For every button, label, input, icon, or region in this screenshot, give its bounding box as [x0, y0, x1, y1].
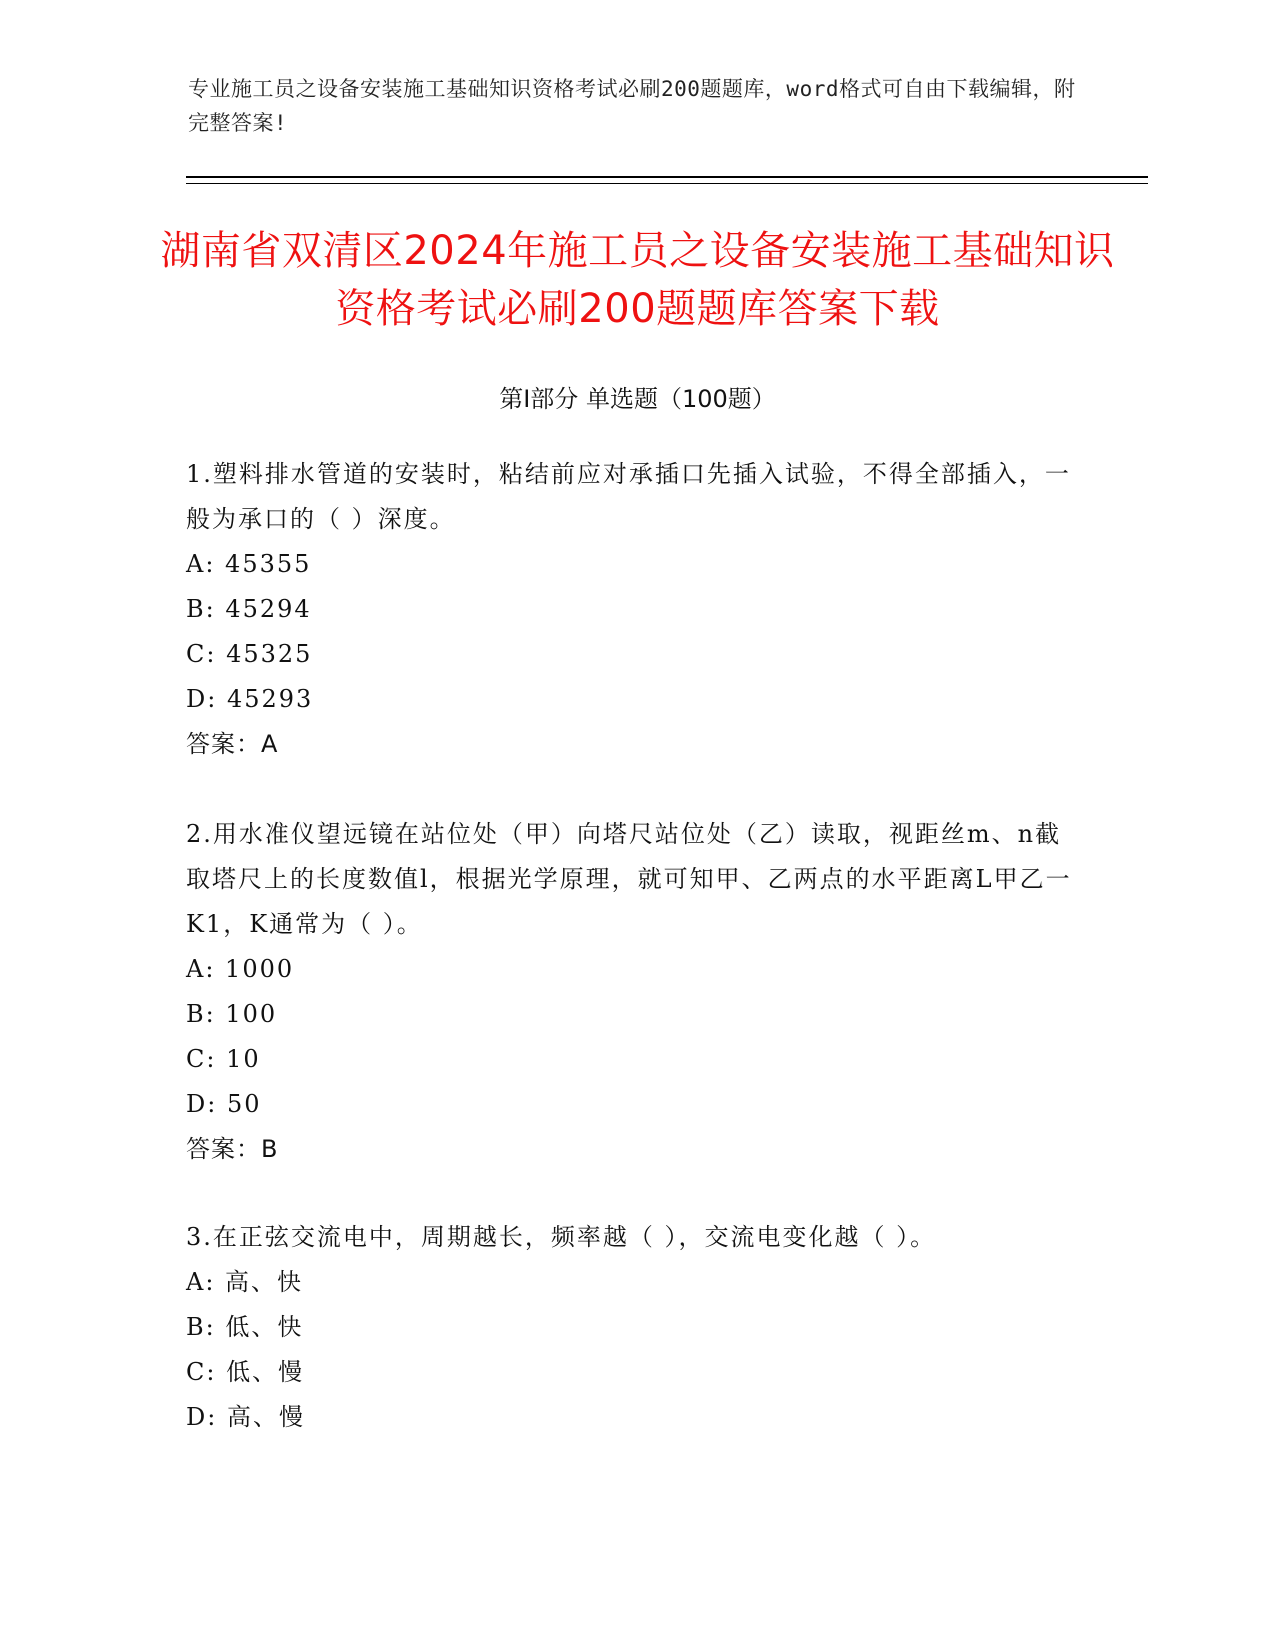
question-2-answer: 答案：B: [186, 1135, 279, 1163]
question-2-option-a: A: 1000: [186, 955, 295, 983]
question-1-answer: 答案：A: [186, 730, 279, 758]
document-title: 湖南省双清区2024年施工员之设备安装施工基础知识资格考试必刷200题题库答案下载: [160, 228, 1115, 332]
question-1-option-d: D: 45293: [186, 685, 314, 713]
question-1-option-a: A: 45355: [186, 550, 312, 578]
question-1: [186, 452, 1086, 767]
question-3-option-b: B: 低、快: [186, 1313, 304, 1341]
header-divider-thick: [186, 176, 1148, 178]
question-2-stem: 2.用水准仪望远镜在站位处（甲）向塔尺站位处（乙）读取，视距丝m、n截取塔尺上的长度数值l，根据光学原理，就可知甲、乙两点的水平距离L甲乙一K1，K通常为（ ）。: [186, 820, 1072, 938]
question-2-option-d: D: 50: [186, 1090, 262, 1118]
question-3-option-a: A: 高、快: [186, 1268, 304, 1296]
question-2-option-c: C: 10: [186, 1045, 261, 1073]
question-1-option-c: C: 45325: [186, 640, 313, 668]
header-note: 专业施工员之设备安装施工基础知识资格考试必刷200题题库，word格式可自由下载编辑，附完整答案!: [188, 77, 1076, 135]
question-1-option-b: B: 45294: [186, 595, 312, 623]
question-2: [186, 812, 1086, 1172]
question-1-stem: 1.塑料排水管道的安装时，粘结前应对承插口先插入试验，不得全部插入，一般为承口的（ ）深度。: [186, 460, 1071, 533]
question-2-option-b: B: 100: [186, 1000, 278, 1028]
question-3-stem: 3.在正弦交流电中，周期越长，频率越（ ），交流电变化越（ ）。: [186, 1223, 937, 1251]
question-3-option-d: D: 高、慢: [186, 1403, 305, 1431]
header-divider-thin: [186, 183, 1148, 184]
question-3-option-c: C: 低、慢: [186, 1358, 305, 1386]
section-heading: 第I部分 单选题（100题）: [499, 385, 776, 413]
question-3: [186, 1215, 1086, 1440]
